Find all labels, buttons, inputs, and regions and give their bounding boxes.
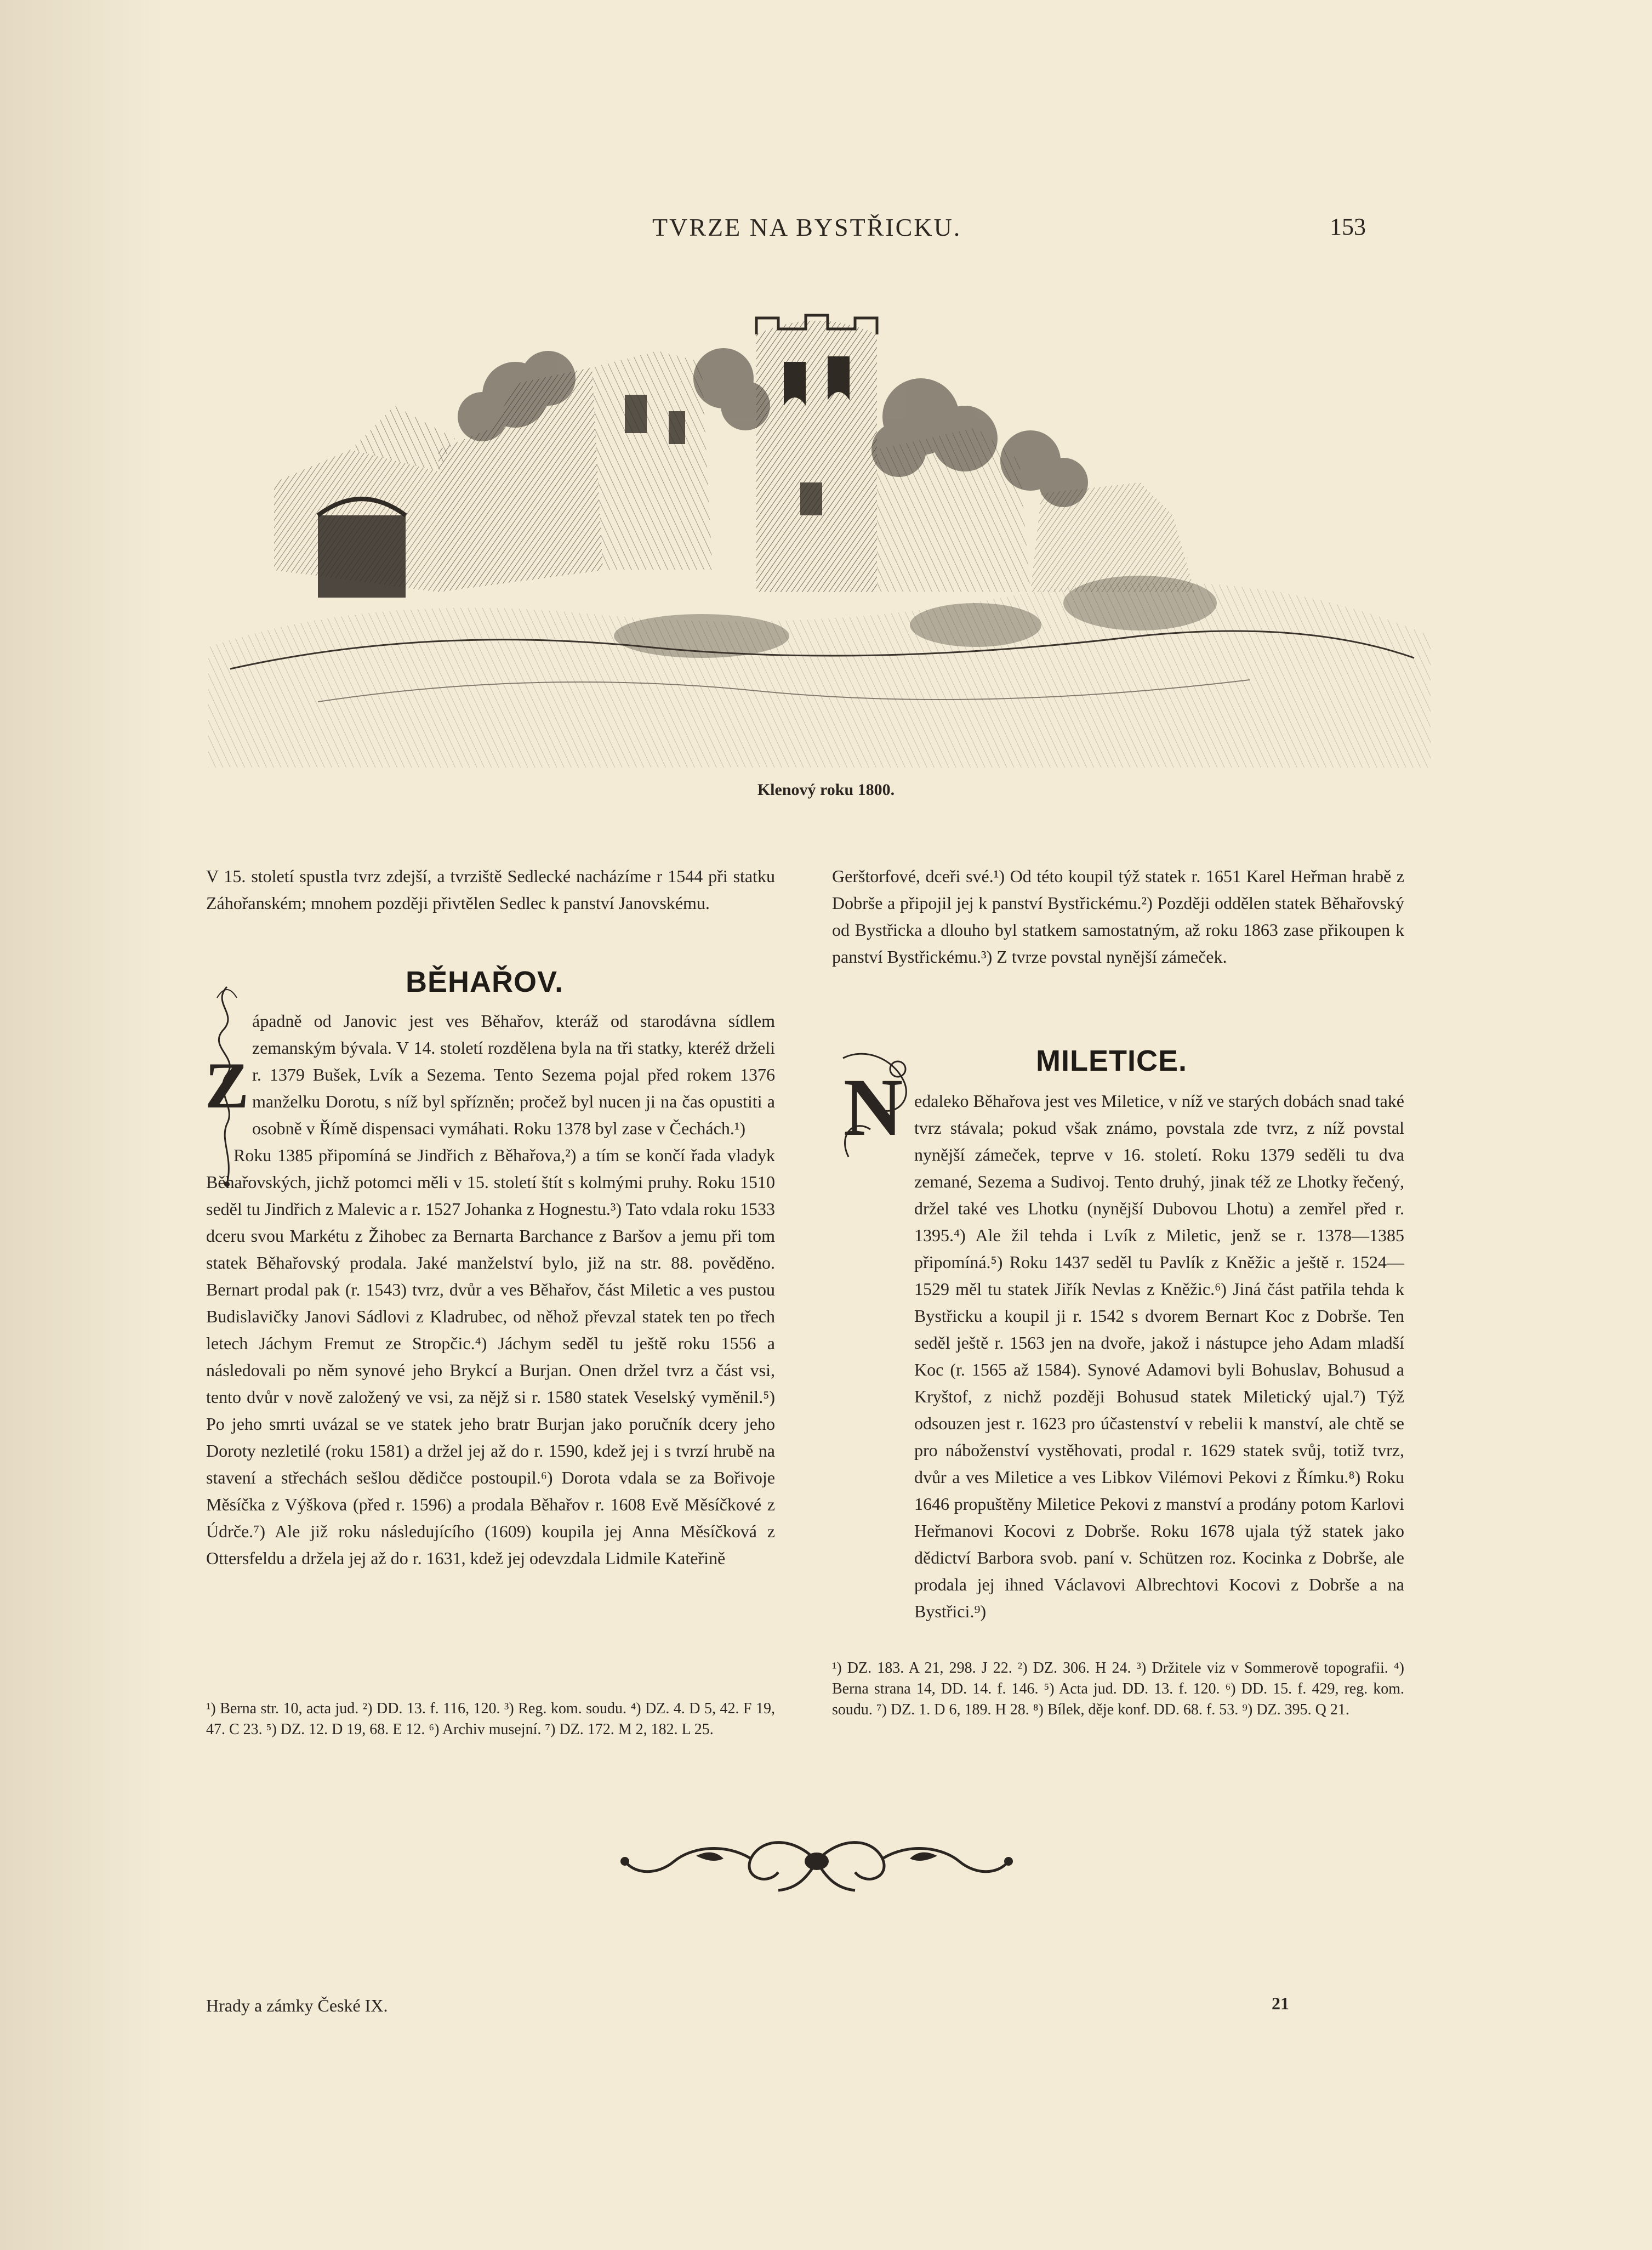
section-title-miletice: MILETICE. <box>1036 1044 1187 1077</box>
initial-letter-n: N <box>843 1062 903 1153</box>
miletice-paragraph-1: edaleko Běhařova jest ves Miletice, v níž ve starých dobách snad také tvrz stávala; pokud však známo, povstala zde tvrz, z níž povstal nynější zámeček, teprve v 16. století. Roku 1379 seděli tu dva zemané, Sezema a Sudivoj. Tento druhý, jinak též ze Lhotky řečený, držel také ves Lhotku (nynější Dubovou Lhotu) a zemřel před r. 1395.⁴) Ale žil tehda i Lvík z Miletic, jenž se r. 1378—1385 připomíná.⁵) Roku 1437 seděl tu Pavlík z Kněžic a ještě r. 1524—1529 měl tu statek Jiřík Nevlas z Kněžic.⁶) Jiná část patřila tehda k Bystřicku a koupil ji r. 1542 s dvorem Bernart Koc z Dobrše. Ten seděl ještě r. 1563 jen na dvoře, jakož i nástupce jeho Adam mladší Koc (r. 1565 až 1584). Synové Adamovi byli Bohuslav, Bohusud a Kryštof, z nichž později Bohusud statek Miletický ujal.⁷) Týž odsouzen jest r. 1623 pro účastenství v rebelii k manství, ale chtě se pro náboženství vystěhovati, prodal r. 1629 statek svůj, totiž tvrz, dvůr a ves Miletice a ves Libkov Vilémovi Pekovi z Římku.⁸) Roku 1646 propuštěny Miletice Pekovi z manství a prodány potom Karlovi Heřmanovi Kocovi z Dobrše. Roku 1678 ujala týž statek jako dědictví Barbora svob. paní v. Schützen roz. Kocinka z Dobrše, ale prodala jej ihned Václavovi Albrechtovi Kocovi z Dobrše a na Bystřici.⁹) <box>914 1091 1404 1621</box>
left-column-intro <box>206 863 775 917</box>
left-intro-paragraph: V 15. století spustla tvrz zdejší, a tvrziště Sedlecké nacházíme r 1544 při statku Záhořanském; mnohem později přivtělen Sedlec k panství Janovskému. <box>206 866 775 913</box>
illustration-caption: Klenový roku 1800. <box>757 781 895 799</box>
beharov-paragraph-1: ápadně od Janovic jest ves Běhařov, kteráž od starodávna sídlem zemanským bývala. V 14. století rozdělena byla na tři statky, kteréž drželi r. 1379 Bušek, Lvík a Sezema. Tento Sezema pojal před rokem 1376 manželku Dorotu, s níž byl spřízněn; pročež byl nucen ji na čas opustiti a osobně v Římě dispensaci vymáhati. Roku 1378 byl zase v Čechách.¹) <box>252 1011 775 1138</box>
right-intro-paragraph: Gerštorfové, dceři své.¹) Od této koupil týž statek r. 1651 Karel Heřman hrabě z Dobrše a připojil jej k panství Bystřickému.²) Později oddělen statek Běhařovský od Bystřicka a dlouho byl statkem samostatným, až roku 1863 zase přikoupen k panství Bystřickému.³) Z tvrze povstal nynější zámeček. <box>832 866 1404 967</box>
running-head: TVRZE NA BYSTŘICKU. <box>652 213 962 241</box>
right-footnotes: ¹) DZ. 183. A 21, 298. J 22. ²) DZ. 306. H 24. ³) Držitele viz v Sommerově topografii. ⁴) Berna strana 14, DD. 14. f. 146. ⁵) Acta jud. DD. 13. f. 120. ⁶) DD. 15. f. 429, reg. kom. soudu. ⁷) DZ. 1. D 6, 189. H 28. ⁸) Bílek, děje konf. DD. 68. f. 53. ⁹) DZ. 395. Q 21. <box>832 1660 1404 1718</box>
castle-ruin-engraving <box>208 285 1431 768</box>
beharov-paragraph-2: Roku 1385 připomíná se Jindřich z Běhařova,²) a tím se končí řada vladyk Běhařovských, jichž potomci měli v 15. století štít s kolmými pruhy. Roku 1510 seděl tu Jindřich z Malevic a r. 1527 Johanka z Hognestu.³) Tato vdala roku 1533 dceru svou Markétu z Žihobec za Bernarta Barchance z Baršov a jemu při tom statek Běhařovský prodala. Jaké manželství bylo, již na str. 88. pověděno. Bernart prodal pak (r. 1543) tvrz, dvůr a ves Běhařov, část Miletic a ves pustou Budislavičky Janovi Sádlovi z Kladrubec, od něhož převzal statek ten po třech letech Jáchym Fremut ze Stropčic.⁴) Jáchym seděl tu ještě roku 1556 a následovali po něm synové jeho Brykcí a Burjan. Onen držel tvrz a část vsi, tento dvůr v nově založený ve vsi, za nějž si r. 1580 statek Veselský vyměnil.⁵) Po jeho smrti uvázal se ve statek jeho bratr Burjan jako poručník dcery jeho Doroty nezletilé (roku 1581) a držel jej až do r. 1590, kdež jej i s tvrzí hrubě na stavení a střechách sešlou dědičce postoupil.⁶) Dorota vdala se za Bořivoje Měsíčka z Výškova (před r. 1596) a prodala Běhařov r. 1608 Evě Měsíčkové z Údrče.⁷) Ale již roku následujícího (1609) koupila jej Anna Měsíčková z Ottersfeldu a držela jej až do r. 1631, kdež jej odevzdala Lidmile Kateřině <box>206 1145 775 1568</box>
initial-letter-z: Z <box>204 1049 249 1122</box>
page-number: 153 <box>1330 213 1366 240</box>
footer-book-title: Hrady a zámky České IX. <box>206 1996 388 2015</box>
footer-signature-mark: 21 <box>1272 1993 1289 2013</box>
section-title-beharov: BĚHAŘOV. <box>406 965 564 998</box>
left-footnotes: ¹) Berna str. 10, acta jud. ²) DD. 13. f. 116, 120. ³) Reg. kom. soudu. ⁴) DZ. 4. D 5, 42. F 19, 47. C 23. ⁵) DZ. 12. D 19, 68. E 12. ⁶) Archiv musejní. ⁷) DZ. 172. M 2, 182. L 25. <box>206 1700 775 1738</box>
right-column-intro <box>832 863 1404 970</box>
ornamental-tailpiece <box>614 1826 1019 1897</box>
right-column-body <box>832 1088 1404 1625</box>
left-column-body <box>206 1008 775 1572</box>
